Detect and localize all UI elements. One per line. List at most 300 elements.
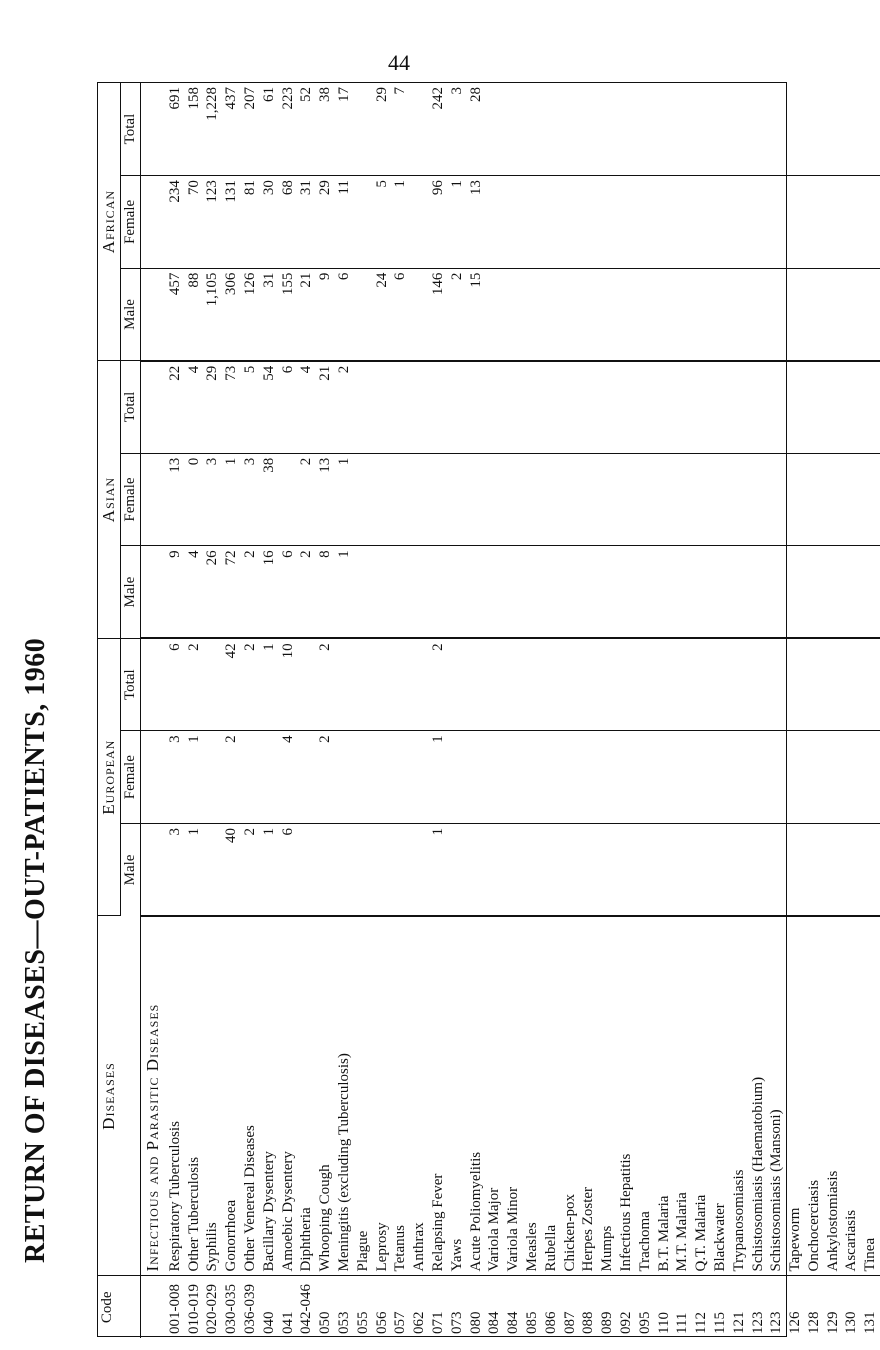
af-value-cell: 5: [373, 176, 392, 269]
af-value-cell: [861, 268, 880, 361]
as-value-cell: [561, 361, 580, 454]
af-value-cell: 9: [316, 268, 335, 361]
subheader-african-male: Male: [121, 268, 141, 361]
disease-cell: Plague: [354, 916, 373, 1276]
af-value-cell: [579, 83, 598, 176]
as-value-cell: [730, 361, 749, 454]
as-value-cell: 9: [166, 546, 185, 639]
af-value-cell: 1: [391, 176, 410, 269]
eu-value-cell: 10: [279, 638, 298, 731]
table-row: [730, 83, 749, 1338]
table-row: [391, 83, 410, 1338]
af-value-cell: 123: [203, 176, 222, 269]
eu-value-cell: [579, 823, 598, 916]
eu-value-cell: [354, 823, 373, 916]
af-value-cell: [786, 176, 805, 269]
eu-value-cell: [655, 731, 674, 824]
as-value-cell: [861, 546, 880, 639]
as-value-cell: [711, 361, 730, 454]
as-value-cell: [805, 546, 824, 639]
eu-value-cell: [598, 731, 617, 824]
as-value-cell: [673, 546, 692, 639]
code-cell: 056: [373, 1311, 390, 1334]
eu-value-cell: [297, 638, 316, 731]
as-value-cell: [373, 546, 392, 639]
disease-cell: Amoebic Dysentery: [279, 916, 298, 1276]
eu-value-cell: [561, 638, 580, 731]
af-value-cell: [711, 83, 730, 176]
af-value-cell: [617, 176, 636, 269]
as-value-cell: [692, 453, 711, 546]
as-value-cell: [824, 361, 843, 454]
af-value-cell: 242: [429, 83, 448, 176]
af-value-cell: 61: [260, 83, 279, 176]
as-value-cell: [673, 453, 692, 546]
disease-cell: Rubella: [542, 916, 561, 1276]
eu-value-cell: [786, 731, 805, 824]
disease-cell: Yaws: [448, 916, 467, 1276]
table-row: [297, 83, 316, 1338]
disease-cell: Mumps: [598, 916, 617, 1276]
as-value-cell: [730, 453, 749, 546]
as-value-cell: [617, 361, 636, 454]
eu-value-cell: 2: [241, 823, 260, 916]
eu-value-cell: [297, 731, 316, 824]
table-row: [749, 83, 768, 1338]
eu-value-cell: [673, 731, 692, 824]
eu-value-cell: 1: [260, 638, 279, 731]
as-value-cell: 16: [260, 546, 279, 639]
af-value-cell: 29: [373, 83, 392, 176]
eu-value-cell: [861, 731, 880, 824]
as-value-cell: [673, 361, 692, 454]
as-value-cell: [579, 453, 598, 546]
eu-value-cell: [673, 823, 692, 916]
af-value-cell: [598, 268, 617, 361]
as-value-cell: [467, 546, 486, 639]
af-value-cell: [824, 83, 843, 176]
as-value-cell: [617, 546, 636, 639]
af-value-cell: 30: [260, 176, 279, 269]
as-value-cell: [410, 453, 429, 546]
subheader-african-female: Female: [121, 176, 141, 269]
group-header-european: European: [98, 638, 121, 916]
table-row: [260, 83, 279, 1338]
as-value-cell: [730, 546, 749, 639]
af-value-cell: [410, 268, 429, 361]
col-header-diseases: Diseases: [98, 916, 141, 1276]
af-value-cell: 3: [448, 83, 467, 176]
eu-value-cell: [448, 638, 467, 731]
disease-cell: Trypanosomiasis: [730, 916, 749, 1276]
disease-cell: Variola Minor: [504, 916, 523, 1276]
af-value-cell: 88: [185, 268, 204, 361]
eu-value-cell: [824, 638, 843, 731]
af-value-cell: [504, 83, 523, 176]
subheader-european-total: Total: [121, 638, 141, 731]
code-cell: 073: [448, 1311, 465, 1334]
table-row: [485, 83, 504, 1338]
as-value-cell: [861, 453, 880, 546]
as-value-cell: [485, 546, 504, 639]
table-row: [203, 83, 222, 1338]
code-cell: 112: [693, 1312, 710, 1334]
af-value-cell: [542, 176, 561, 269]
code-cell: 089: [599, 1311, 616, 1334]
code-cell: 128: [805, 1311, 822, 1334]
af-value-cell: 1,228: [203, 83, 222, 176]
as-value-cell: [749, 546, 768, 639]
table-row: [504, 83, 523, 1338]
as-value-cell: [692, 546, 711, 639]
disease-cell: Measles: [523, 916, 542, 1276]
table-row: [335, 83, 354, 1338]
section-title: Infectious and Parasitic Diseases: [141, 916, 166, 1276]
table-row: [861, 83, 880, 1338]
eu-value-cell: [467, 823, 486, 916]
eu-value-cell: [805, 731, 824, 824]
as-value-cell: [523, 453, 542, 546]
af-value-cell: [805, 83, 824, 176]
as-value-cell: [579, 546, 598, 639]
as-value-cell: 5: [241, 361, 260, 454]
disease-cell: Diphtheria: [297, 916, 316, 1276]
af-value-cell: [673, 83, 692, 176]
disease-cell: Tetanus: [391, 916, 410, 1276]
eu-value-cell: [485, 731, 504, 824]
af-value-cell: 207: [241, 83, 260, 176]
as-value-cell: [824, 453, 843, 546]
as-value-cell: [542, 546, 561, 639]
af-value-cell: [842, 176, 861, 269]
af-value-cell: [579, 176, 598, 269]
as-value-cell: [391, 546, 410, 639]
eu-value-cell: [561, 823, 580, 916]
code-cell: 084: [486, 1311, 503, 1334]
eu-value-cell: [448, 823, 467, 916]
as-value-cell: 26: [203, 546, 222, 639]
subheader-asian-total: Total: [121, 361, 141, 454]
eu-value-cell: [335, 731, 354, 824]
table-row: [805, 83, 824, 1338]
af-value-cell: [673, 176, 692, 269]
af-value-cell: [692, 176, 711, 269]
eu-value-cell: [203, 731, 222, 824]
af-value-cell: [692, 83, 711, 176]
table-row: [523, 83, 542, 1338]
af-value-cell: [655, 83, 674, 176]
eu-value-cell: [523, 823, 542, 916]
code-cell: 095: [636, 1311, 653, 1334]
code-cell: 088: [580, 1311, 597, 1334]
table-row: [617, 83, 636, 1338]
table-row: [579, 83, 598, 1338]
af-value-cell: [410, 83, 429, 176]
disease-cell: Variola Major: [485, 916, 504, 1276]
as-value-cell: [598, 361, 617, 454]
disease-cell: Anthrax: [410, 916, 429, 1276]
code-cell: 086: [542, 1311, 559, 1334]
af-value-cell: [354, 268, 373, 361]
af-value-cell: 6: [335, 268, 354, 361]
disease-cell: Bacillary Dysentery: [260, 916, 279, 1276]
af-value-cell: [749, 83, 768, 176]
code-cell: 126: [787, 1311, 804, 1334]
eu-value-cell: [711, 638, 730, 731]
disease-cell: Chicken-pox: [561, 916, 580, 1276]
af-value-cell: 13: [467, 176, 486, 269]
af-value-cell: [561, 176, 580, 269]
af-value-cell: 15: [467, 268, 486, 361]
disease-cell: Onchocerciasis: [805, 916, 824, 1276]
eu-value-cell: 2: [185, 638, 204, 731]
eu-value-cell: [410, 823, 429, 916]
as-value-cell: [767, 453, 786, 546]
af-value-cell: [824, 176, 843, 269]
as-value-cell: [448, 361, 467, 454]
af-value-cell: 70: [185, 176, 204, 269]
group-header-african: African: [98, 83, 121, 361]
eu-value-cell: [373, 638, 392, 731]
as-value-cell: [842, 361, 861, 454]
af-value-cell: [485, 176, 504, 269]
af-value-cell: [617, 268, 636, 361]
disease-cell: Other Tuberculosis: [185, 916, 204, 1276]
as-value-cell: 4: [185, 361, 204, 454]
af-value-cell: 2: [448, 268, 467, 361]
eu-value-cell: 1: [429, 823, 448, 916]
code-cell: 071: [429, 1311, 446, 1334]
eu-value-cell: [203, 638, 222, 731]
eu-value-cell: [335, 823, 354, 916]
as-value-cell: [354, 361, 373, 454]
af-value-cell: 234: [166, 176, 185, 269]
as-value-cell: [711, 453, 730, 546]
eu-value-cell: [467, 731, 486, 824]
as-value-cell: [429, 361, 448, 454]
af-value-cell: 31: [260, 268, 279, 361]
disease-cell: Trachoma: [636, 916, 655, 1276]
disease-cell: Whooping Cough: [316, 916, 335, 1276]
as-value-cell: [617, 453, 636, 546]
code-cell: 111: [674, 1312, 691, 1334]
as-value-cell: 1: [335, 546, 354, 639]
as-value-cell: 4: [185, 546, 204, 639]
as-value-cell: [767, 361, 786, 454]
as-value-cell: [598, 546, 617, 639]
code-cell: 087: [561, 1311, 578, 1334]
as-value-cell: 29: [203, 361, 222, 454]
af-value-cell: [861, 176, 880, 269]
table-row: [824, 83, 843, 1338]
eu-value-cell: 2: [429, 638, 448, 731]
eu-value-cell: [749, 731, 768, 824]
eu-value-cell: [410, 731, 429, 824]
eu-value-cell: [485, 823, 504, 916]
eu-value-cell: [523, 638, 542, 731]
af-value-cell: [636, 83, 655, 176]
af-value-cell: 68: [279, 176, 298, 269]
as-value-cell: [767, 546, 786, 639]
eu-value-cell: [655, 638, 674, 731]
as-value-cell: [467, 361, 486, 454]
af-value-cell: [636, 176, 655, 269]
code-cell: 084: [505, 1311, 522, 1334]
eu-value-cell: [842, 638, 861, 731]
af-value-cell: [824, 268, 843, 361]
af-value-cell: [749, 268, 768, 361]
as-value-cell: 3: [203, 453, 222, 546]
eu-value-cell: [598, 823, 617, 916]
table-row: [354, 83, 373, 1338]
af-value-cell: 1,105: [203, 268, 222, 361]
as-value-cell: 22: [166, 361, 185, 454]
eu-value-cell: [579, 638, 598, 731]
as-value-cell: [410, 361, 429, 454]
as-value-cell: [485, 453, 504, 546]
code-cell: 050: [317, 1311, 334, 1334]
code-cell: 001-008: [166, 1284, 183, 1334]
disease-cell: B.T. Malaria: [655, 916, 674, 1276]
disease-cell: Q.T. Malaria: [692, 916, 711, 1276]
as-value-cell: [786, 453, 805, 546]
eu-value-cell: [730, 638, 749, 731]
as-value-cell: 13: [166, 453, 185, 546]
table-row: [711, 83, 730, 1338]
af-value-cell: [598, 176, 617, 269]
data-table-frame: [97, 82, 879, 1337]
af-value-cell: 24: [373, 268, 392, 361]
disease-cell: Syphilis: [203, 916, 222, 1276]
eu-value-cell: [410, 638, 429, 731]
eu-value-cell: 1: [185, 823, 204, 916]
as-value-cell: [636, 361, 655, 454]
as-value-cell: [655, 453, 674, 546]
disease-cell: Tapeworm: [786, 916, 805, 1276]
as-value-cell: [749, 453, 768, 546]
af-value-cell: 28: [467, 83, 486, 176]
af-value-cell: [655, 176, 674, 269]
subheader-asian-male: Male: [121, 546, 141, 639]
code-cell: 121: [730, 1311, 747, 1334]
af-value-cell: 52: [297, 83, 316, 176]
code-cell: 055: [354, 1311, 371, 1334]
table-row: [598, 83, 617, 1338]
eu-value-cell: [730, 731, 749, 824]
code-cell: 036-039: [241, 1284, 258, 1334]
eu-value-cell: [354, 638, 373, 731]
eu-value-cell: [861, 823, 880, 916]
as-value-cell: [467, 453, 486, 546]
af-value-cell: [786, 83, 805, 176]
af-value-cell: [767, 268, 786, 361]
eu-value-cell: [767, 638, 786, 731]
af-value-cell: [786, 268, 805, 361]
code-cell: 057: [392, 1311, 409, 1334]
eu-value-cell: [542, 823, 561, 916]
eu-value-cell: [636, 731, 655, 824]
as-value-cell: [561, 453, 580, 546]
eu-value-cell: [805, 823, 824, 916]
af-value-cell: 17: [335, 83, 354, 176]
table-row: [842, 83, 861, 1338]
af-value-cell: 437: [222, 83, 241, 176]
as-value-cell: [805, 361, 824, 454]
eu-value-cell: [805, 638, 824, 731]
code-cell: 041: [279, 1311, 296, 1334]
eu-value-cell: 6: [166, 638, 185, 731]
disease-cell: Leprosy: [373, 916, 392, 1276]
as-value-cell: [279, 453, 298, 546]
as-value-cell: [655, 361, 674, 454]
as-value-cell: 2: [297, 453, 316, 546]
af-value-cell: 146: [429, 268, 448, 361]
table-row: [448, 83, 467, 1338]
eu-value-cell: [617, 823, 636, 916]
af-value-cell: [523, 268, 542, 361]
table-row: [767, 83, 786, 1338]
af-value-cell: 38: [316, 83, 335, 176]
as-value-cell: [373, 361, 392, 454]
af-value-cell: 131: [222, 176, 241, 269]
table-row: [185, 83, 204, 1338]
af-value-cell: [485, 83, 504, 176]
table-row: [467, 83, 486, 1338]
eu-value-cell: [504, 731, 523, 824]
af-value-cell: [767, 176, 786, 269]
eu-value-cell: 2: [316, 638, 335, 731]
as-value-cell: 38: [260, 453, 279, 546]
disease-cell: Respiratory Tuberculosis: [166, 916, 185, 1276]
eu-value-cell: [636, 638, 655, 731]
af-value-cell: [749, 176, 768, 269]
code-cell: 085: [523, 1311, 540, 1334]
af-value-cell: [805, 268, 824, 361]
af-value-cell: 158: [185, 83, 204, 176]
table-row: [673, 83, 692, 1338]
af-value-cell: [842, 268, 861, 361]
as-value-cell: [523, 546, 542, 639]
as-value-cell: 54: [260, 361, 279, 454]
code-cell: 129: [824, 1311, 841, 1334]
as-value-cell: 0: [185, 453, 204, 546]
col-header-code: Code: [98, 1276, 141, 1338]
as-value-cell: [842, 546, 861, 639]
af-value-cell: [692, 268, 711, 361]
af-value-cell: 223: [279, 83, 298, 176]
table-row: [561, 83, 580, 1338]
af-value-cell: [730, 83, 749, 176]
as-value-cell: [429, 453, 448, 546]
eu-value-cell: 2: [241, 638, 260, 731]
eu-value-cell: [391, 638, 410, 731]
subheader-asian-female: Female: [121, 453, 141, 546]
eu-value-cell: [448, 731, 467, 824]
as-value-cell: 4: [297, 361, 316, 454]
code-cell: 123: [768, 1311, 785, 1334]
table-row: [241, 83, 260, 1338]
af-value-cell: [561, 268, 580, 361]
as-value-cell: [842, 453, 861, 546]
as-value-cell: 1: [335, 453, 354, 546]
af-value-cell: 155: [279, 268, 298, 361]
af-value-cell: [485, 268, 504, 361]
eu-value-cell: [297, 823, 316, 916]
as-value-cell: [692, 361, 711, 454]
page-title: RETURN OF DISEASES—OUT-PATIENTS, 1960: [20, 637, 51, 1263]
as-value-cell: [373, 453, 392, 546]
as-value-cell: [824, 546, 843, 639]
